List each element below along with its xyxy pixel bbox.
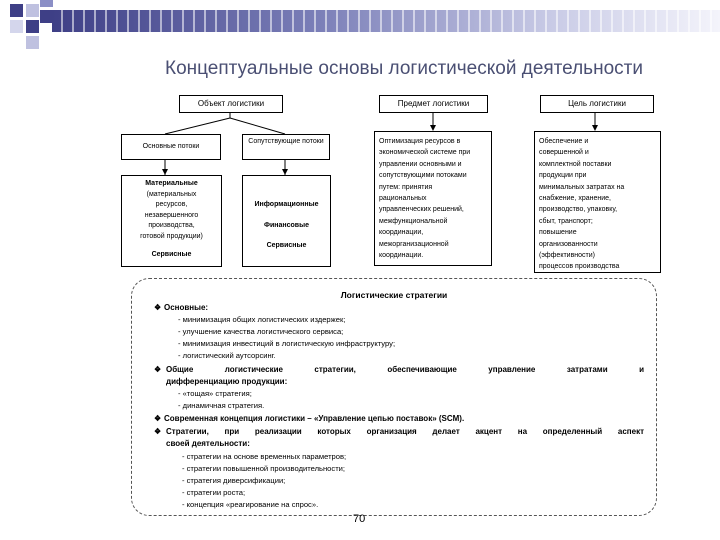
strategy-item: - минимизация общих логистических издержек; bbox=[178, 315, 346, 324]
subject-line: управленческих решений, bbox=[379, 206, 464, 214]
goal-line: сбыт, транспорт; bbox=[539, 217, 593, 225]
strategy-item: - концепция «реагирование на спрос». bbox=[182, 500, 319, 509]
info-flow-item: Сервисные bbox=[266, 242, 307, 249]
bullet-diamond-icon: ❖ bbox=[154, 303, 162, 312]
subject-line: сопутствующими потоками bbox=[379, 172, 467, 180]
info-flow-item: Информационные bbox=[254, 201, 319, 208]
bullet-diamond-icon: ❖ bbox=[154, 427, 162, 436]
modern-concept-label: Современная концепция логистики – «Управление цепью поставок» (SCM). bbox=[164, 414, 465, 423]
strategies-panel bbox=[131, 278, 657, 516]
subject-line: координации, bbox=[379, 229, 424, 237]
info-flows-box bbox=[242, 175, 331, 267]
accompanying-flows-label: Сопутствующие потоки bbox=[248, 138, 324, 145]
org-strategies-line1: Стратегии, при реализации которых организация делает акцент на определенный аспект bbox=[166, 427, 644, 436]
goal-text-box bbox=[534, 131, 661, 273]
goal-line: повышение bbox=[539, 229, 577, 237]
goal-line: минимальных затратах на bbox=[539, 183, 625, 191]
goal-line: Обеспечение и bbox=[539, 138, 589, 145]
page-number: 70 bbox=[353, 513, 366, 525]
slide-title: Концептуальные основы логистической деятельности bbox=[165, 58, 643, 79]
material-service-label: Сервисные bbox=[151, 251, 192, 258]
goal-line: продукции при bbox=[539, 172, 587, 180]
general-strategies-line2: дифференциацию продукции: bbox=[166, 377, 288, 386]
object-header-box bbox=[179, 95, 283, 113]
strategy-item: - динамичная стратегия. bbox=[178, 401, 265, 410]
subject-text-box bbox=[374, 131, 492, 266]
subject-line: Оптимизация ресурсов в bbox=[379, 138, 461, 145]
goal-line: (эффективности) bbox=[539, 252, 595, 260]
subject-line: путем: принятия bbox=[379, 183, 433, 191]
strategy-item: - минимизация инвестиций в логистическую инфраструктуру; bbox=[178, 339, 396, 348]
goal-line: комплектной поставки bbox=[539, 160, 612, 168]
subject-line: управлении основными и bbox=[379, 160, 462, 168]
subject-line: рациональных bbox=[379, 195, 427, 203]
strategy-item: - стратегии роста; bbox=[182, 488, 246, 497]
material-line: ресурсов, bbox=[155, 201, 188, 208]
basic-label: Основные: bbox=[164, 303, 209, 312]
material-line: Материальные bbox=[145, 180, 198, 187]
subject-header-box bbox=[379, 95, 488, 113]
goal-line: совершенной и bbox=[539, 149, 589, 157]
subject-line: экономической системе при bbox=[379, 149, 471, 157]
general-strategies-line1: Общие логистические стратегии, обеспечивающие управление затратами и bbox=[166, 365, 644, 374]
modern-concept bbox=[154, 414, 464, 423]
basic-strategies-heading bbox=[154, 303, 208, 312]
material-line: производства, bbox=[148, 222, 195, 229]
goal-line: организованности bbox=[539, 240, 598, 248]
goal-header-label: Цель логистики bbox=[568, 99, 626, 108]
org-strategies-line2: своей деятельности: bbox=[166, 439, 250, 448]
strategy-item: - стратегии повышенной производительности; bbox=[182, 464, 346, 473]
main-flows-box bbox=[121, 134, 221, 160]
material-line: незавершенного bbox=[144, 211, 199, 219]
goal-line: производство, упаковку, bbox=[539, 206, 618, 214]
subject-header-label: Предмет логистики bbox=[397, 99, 470, 108]
object-header-label: Объект логистики bbox=[197, 99, 265, 108]
material-flows-box bbox=[121, 175, 222, 267]
subject-line: межорганизационной bbox=[379, 240, 449, 248]
strategy-item: - улучшение качества логистического сервиса; bbox=[178, 327, 344, 336]
goal-header-box bbox=[540, 95, 654, 113]
org-strategies-bullet bbox=[154, 427, 164, 436]
strategy-item: - стратегия диверсификации; bbox=[182, 476, 286, 485]
strategy-item: - логистический аутсорсинг. bbox=[178, 351, 276, 360]
goal-line: снабжение, хранение, bbox=[539, 195, 611, 203]
material-line: готовой продукции) bbox=[140, 232, 203, 240]
strategy-item: - «тощая» стратегия; bbox=[178, 389, 252, 398]
accompanying-flows-box bbox=[242, 134, 330, 160]
goal-line: процессов производства bbox=[539, 263, 620, 271]
strategies-title: Логистические стратегии bbox=[340, 290, 448, 300]
subject-line: координации. bbox=[379, 252, 424, 260]
general-strategies-bullet bbox=[154, 365, 164, 374]
bullet-diamond-icon: ❖ bbox=[154, 414, 162, 423]
bullet-diamond-icon: ❖ bbox=[154, 365, 162, 374]
main-flows-label: Основные потоки bbox=[142, 143, 200, 150]
info-flow-item: Финансовые bbox=[264, 221, 309, 229]
material-line: (материальных bbox=[146, 190, 197, 198]
strategy-item: - стратегии на основе временных параметров; bbox=[182, 452, 347, 461]
subject-line: межфункциональной bbox=[379, 217, 448, 225]
